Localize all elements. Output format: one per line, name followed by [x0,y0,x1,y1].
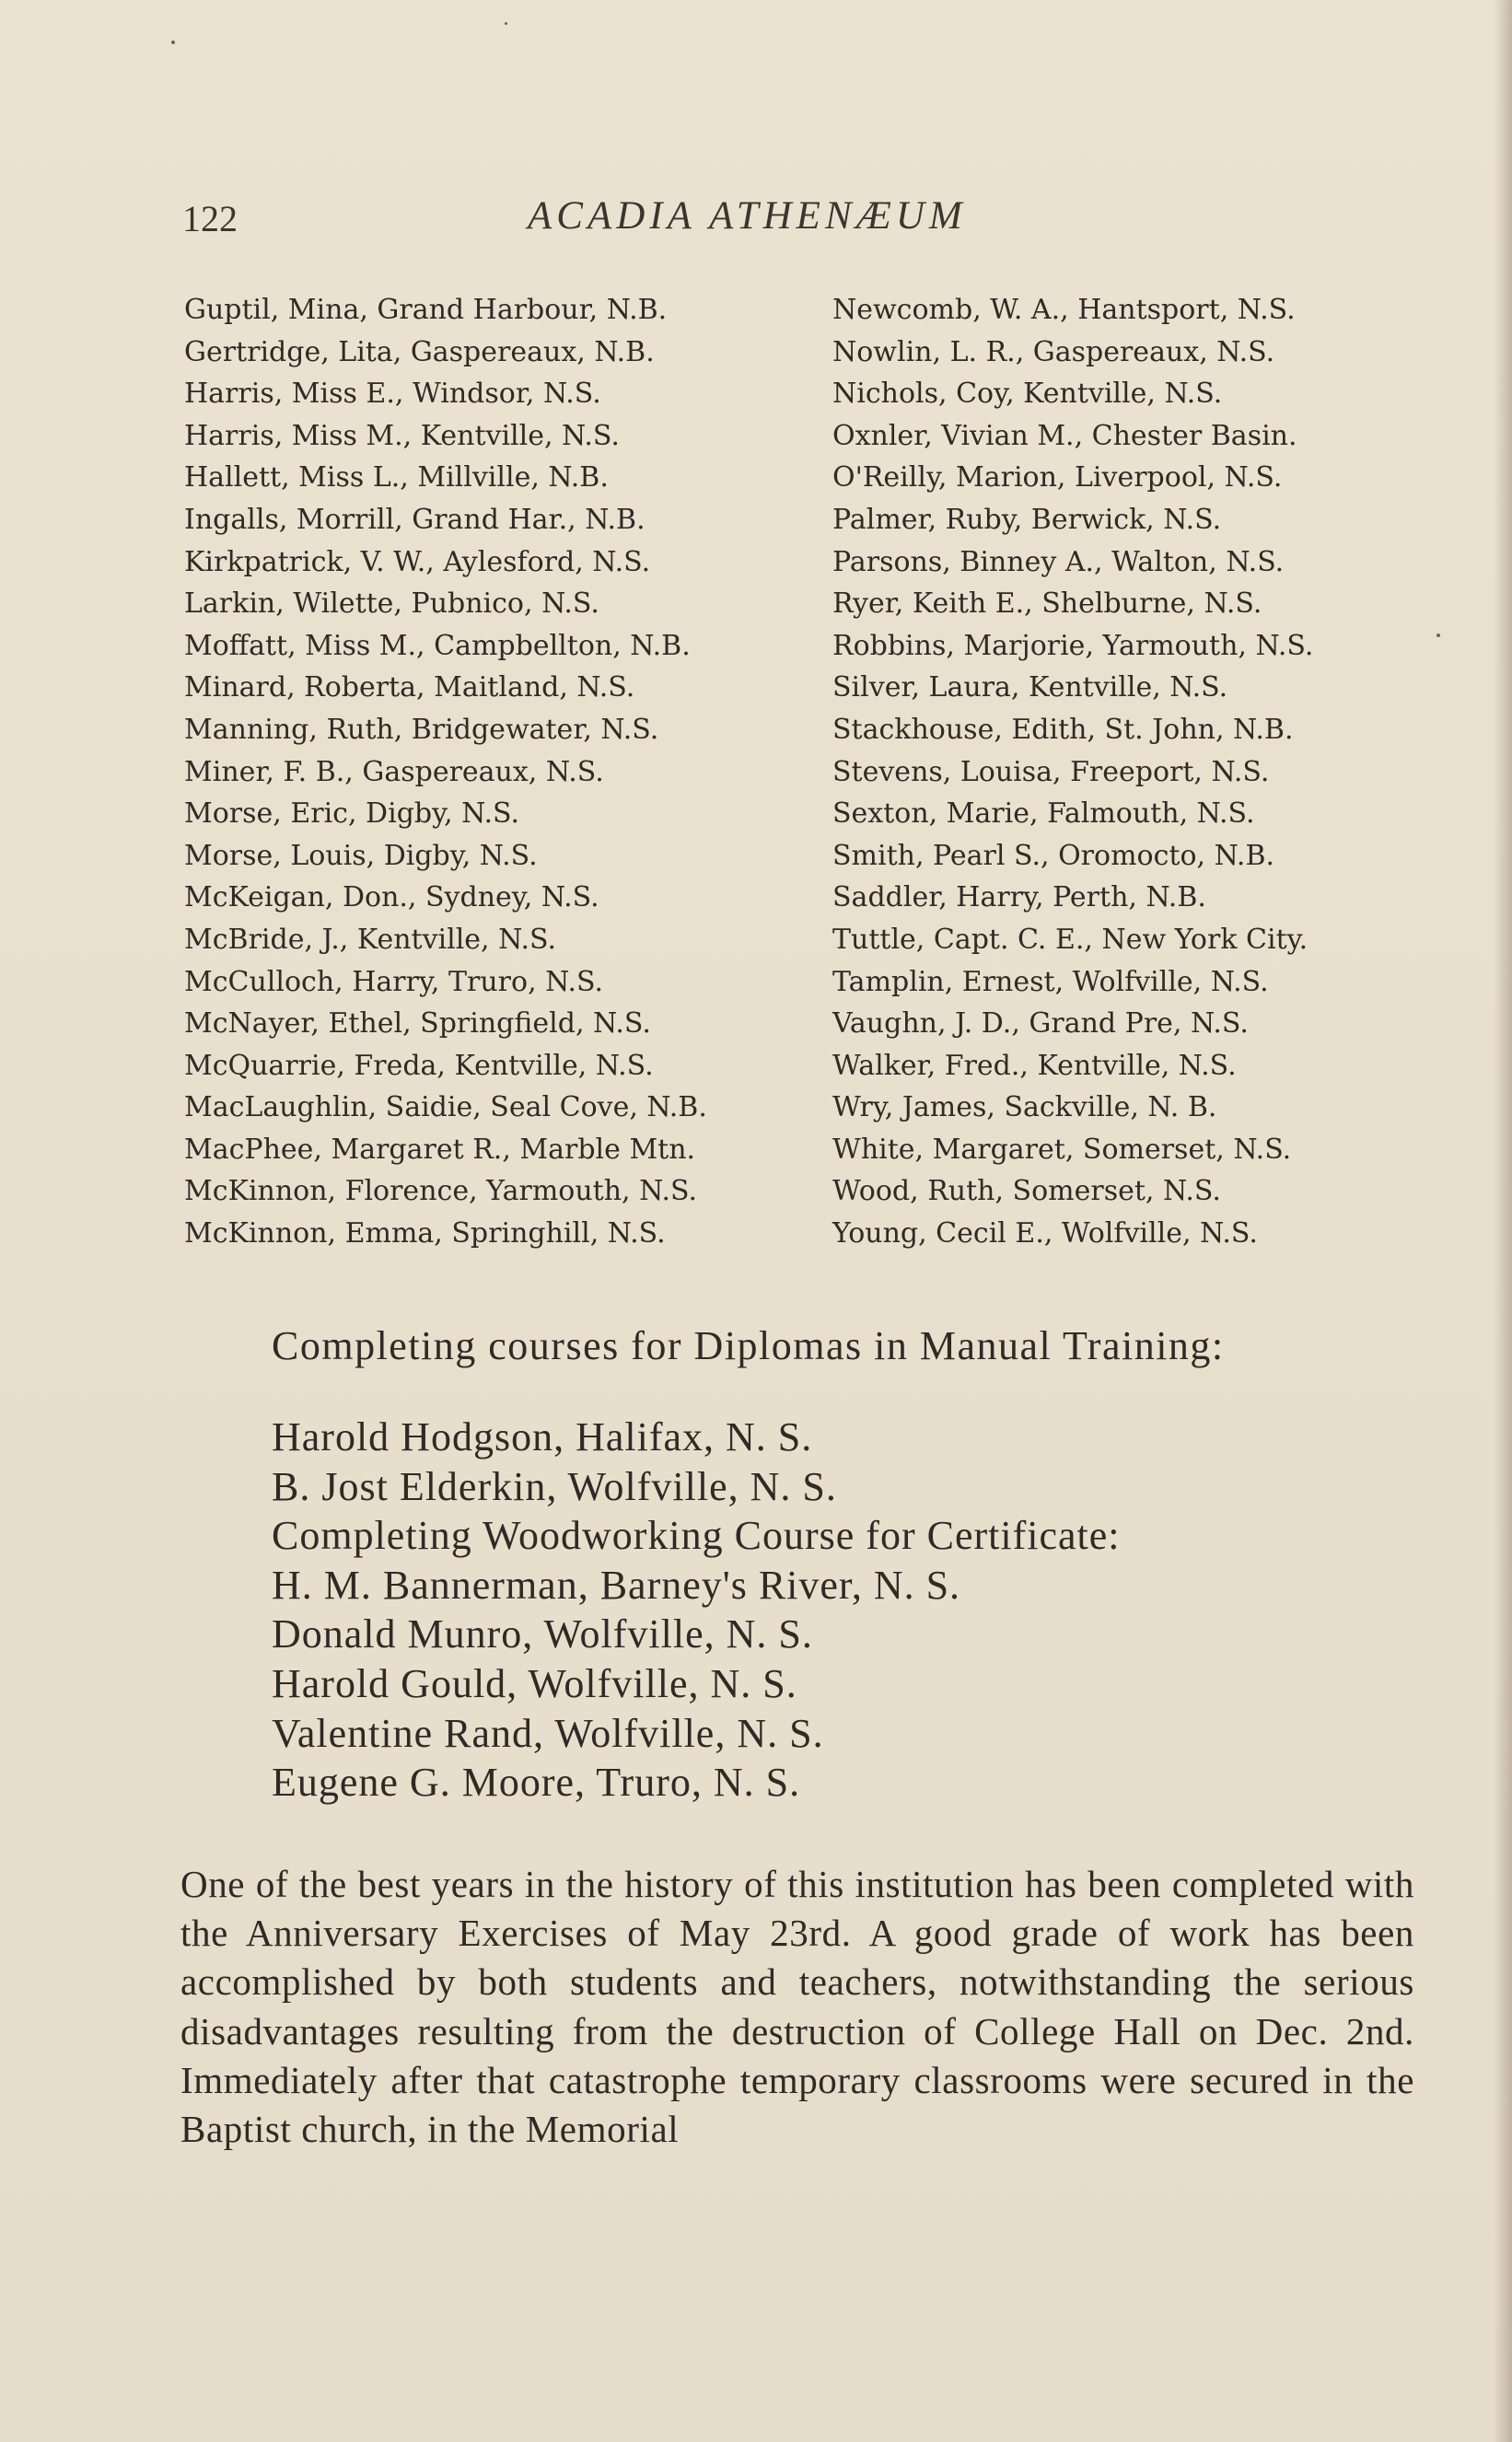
list-item: Oxnler, Vivian M., Chester Basin. [832,419,1297,452]
list-item: Tuttle, Capt. C. E., New York City. [832,923,1308,956]
student-list-right [832,289,1477,1255]
manual-training-section [272,1313,1450,1808]
list-item: Silver, Laura, Kentville, N.S. [832,671,1228,704]
list-item: Harris, Miss M., Kentville, N.S. [184,419,620,452]
list-item: Ryer, Keith E., Shelburne, N.S. [832,587,1262,621]
list-item: Ingalls, Morrill, Grand Har., N.B. [184,503,646,536]
page-edge-shadow [1494,0,1512,2442]
journal-title: ACADIA ATHENÆUM [528,194,967,238]
list-item: White, Margaret, Somerset, N.S. [832,1133,1292,1166]
list-item: Donald Munro, Wolfville, N. S. [272,1611,813,1657]
manual-training-list [272,1413,1450,1808]
list-item: McQuarrie, Freda, Kentville, N.S. [184,1049,654,1082]
list-item: McNayer, Ethel, Springfield, N.S. [184,1007,651,1041]
list-item: Nowlin, L. R., Gaspereaux, N.S. [832,335,1275,368]
list-item: B. Jost Elderkin, Wolfville, N. S. [272,1463,837,1509]
list-item: Larkin, Wilette, Pubnico, N.S. [184,587,599,621]
list-item: McKinnon, Emma, Springhill, N.S. [184,1217,666,1250]
list-item: O'Reilly, Marion, Liverpool, N.S. [832,461,1283,494]
list-item: Robbins, Marjorie, Yarmouth, N.S. [832,629,1314,662]
closing-paragraph: One of the best years in the history of this institution has been completed with the Anniversary Exercises of May 23rd. A good grade of work has been accomplished by both students and teachers, notwithstanding the serious disadvantages resulting from the destruction of College Hall on Dec. 2nd. Immediately after that catastrophe temporary classrooms were secured in the Baptist church, in the Memorial [180,1863,1414,2151]
list-item: Vaughn, J. D., Grand Pre, N.S. [832,1007,1249,1041]
list-item: Sexton, Marie, Falmouth, N.S. [832,797,1255,831]
list-item: Wry, James, Sackville, N. B. [832,1091,1217,1124]
list-item: Parsons, Binney A., Walton, N.S. [832,545,1285,578]
list-item: Harris, Miss E., Windsor, N.S. [184,378,601,411]
list-item: Morse, Louis, Digby, N.S. [184,839,538,872]
list-item: H. M. Bannerman, Barney's River, N. S. [272,1562,961,1608]
list-item: Eugene G. Moore, Truro, N. S. [272,1760,801,1806]
list-item: McKinnon, Florence, Yarmouth, N.S. [184,1175,698,1208]
page-number: 122 [182,198,238,239]
list-item: Kirkpatrick, V. W., Aylesford, N.S. [184,545,651,578]
list-item: Guptil, Mina, Grand Harbour, N.B. [184,294,668,326]
list-item: McKeigan, Don., Sydney, N.S. [184,881,599,914]
list-item: Hallett, Miss L., Millville, N.B. [184,461,609,494]
list-item: Moffatt, Miss M., Campbellton, N.B. [184,629,691,662]
list-item: Gertridge, Lita, Gaspereaux, N.B. [184,335,655,368]
list-item: Manning, Ruth, Bridgewater, N.S. [184,713,659,746]
running-head [182,193,1407,249]
list-item: Newcomb, W. A., Hantsport, N.S. [832,294,1296,326]
subsection-heading: Completing Woodworking Course for Certificate: [272,1513,1121,1559]
list-item: Valentine Rand, Wolfville, N. S. [272,1710,824,1756]
list-item: Saddler, Harry, Perth, N.B. [832,881,1206,914]
list-item: Smith, Pearl S., Oromocto, N.B. [832,839,1275,872]
paper-speck [171,41,175,44]
student-list-left [184,289,810,1255]
paper-speck [505,22,507,25]
list-item: Wood, Ruth, Somerset, N.S. [832,1175,1221,1208]
list-item: Palmer, Ruby, Berwick, N.S. [832,503,1222,536]
list-item: Morse, Eric, Digby, N.S. [184,797,520,831]
list-item: Walker, Fred., Kentville, N.S. [832,1049,1237,1082]
list-item: Miner, F. B., Gaspereaux, N.S. [184,755,604,788]
list-item: Young, Cecil E., Wolfville, N.S. [832,1217,1258,1250]
list-item: Harold Hodgson, Halifax, N. S. [272,1414,813,1459]
list-item: Stackhouse, Edith, St. John, N.B. [832,713,1294,746]
list-item: McBride, J., Kentville, N.S. [184,923,557,956]
list-item: Nichols, Coy, Kentville, N.S. [832,378,1223,411]
list-item: MacPhee, Margaret R., Marble Mtn. [184,1133,696,1166]
list-item: Tamplin, Ernest, Wolfville, N.S. [832,965,1269,998]
list-item: McCulloch, Harry, Truro, N.S. [184,965,604,998]
list-item: MacLaughlin, Saidie, Seal Cove, N.B. [184,1091,707,1124]
section-heading: Completing courses for Diplomas in Manual Training: [272,1323,1225,1368]
list-item: Stevens, Louisa, Freeport, N.S. [832,755,1270,788]
list-item: Minard, Roberta, Maitland, N.S. [184,671,635,704]
list-item: Harold Gould, Wolfville, N. S. [272,1660,797,1706]
